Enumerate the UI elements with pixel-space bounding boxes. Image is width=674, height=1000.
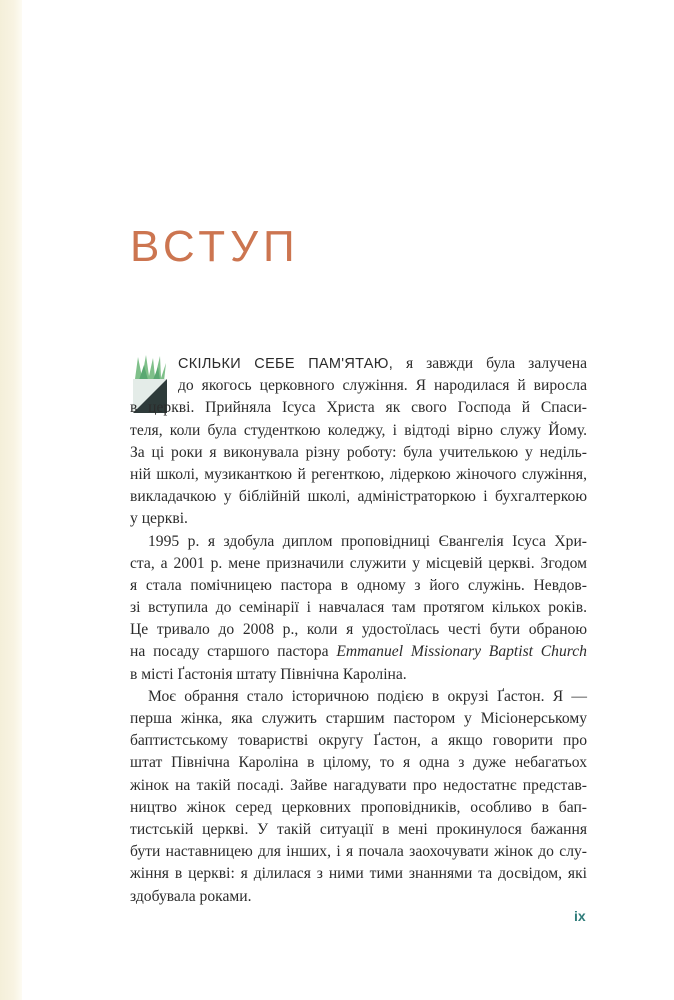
para2-line-7: в місті Ґастонія штату Північна Кароліна. <box>130 665 407 683</box>
para3-line-6: ництво жінок серед церковних проповідників, особливо в бап- <box>130 798 587 816</box>
para2-line-2: ста, а 2001 р. мене призначили служити у місцевій церкві. Згодом <box>130 554 587 572</box>
page-edge-strip <box>0 0 22 1000</box>
chapter-title: ВСТУП <box>130 222 300 271</box>
para2-line-5: Це тривало до 2008 р., коли я удостоїлась честі бути обраною <box>130 621 587 639</box>
para3-line-1: Моє обрання стало історичною подією в окрузі Ґастон. Я — <box>148 687 587 705</box>
body-text <box>130 353 587 908</box>
para1-line-7: викладачкою у біблійній школі, адміністраторкою і бухгалтеркою <box>130 488 587 506</box>
para3-line-5: жінок на такій посаді. Зайве нагадувати про недостатнє представ- <box>130 776 587 794</box>
para3-line-4: штат Північна Кароліна в цілому, то я одна з дуже небагатьох <box>130 754 587 772</box>
para1-line-3: в церкві. Прийняла Ісуса Христа як свого Господа й Спаси- <box>130 399 587 417</box>
para1-line-8: у церкві. <box>130 510 188 528</box>
para2-line-3: я стала помічницею пастора в одному з його служінь. Невдов- <box>130 576 587 594</box>
para1-text: я завжди була залучена <box>393 355 587 372</box>
para2-line-4: зі вступила до семінарії і навчалася там протягом кількох років. <box>130 599 587 617</box>
page-number: ix <box>574 908 586 924</box>
para3-line-7: тистській церкві. У такій ситуації в мені прокинулося бажання <box>130 820 587 838</box>
para1-line-1 <box>130 353 587 375</box>
para1-line-6: ній школі, музиканткою й регенткою, лідеркою жіночого служіння, <box>130 465 587 483</box>
para2-line-6-text: на посаду старшого пастора <box>130 643 337 661</box>
para2-line-6 <box>130 641 587 663</box>
para1-line-2: до якогось церковного служіння. Я народилася й виросла <box>178 377 587 395</box>
para1-line-4: теля, коли була студенткою коледжу, і відтоді вірно служу Йому. <box>130 421 587 439</box>
para3-line-3: баптистському товаристві округу Ґастон, а якщо говорити про <box>130 732 587 750</box>
para2-line-1: 1995 р. я здобула диплом проповідниці Євангелія Ісуса Хри- <box>148 532 587 550</box>
para3-line-8: бути наставницею для інших, і я почала заохочувати жінок до слу- <box>130 843 587 861</box>
para1-line-5: За ці роки я виконувала різну роботу: була учителькою у неділь- <box>130 443 587 461</box>
para3-line-2: перша жінка, яка служить старшим пастором у Місіонерському <box>130 710 587 727</box>
para3-line-9: жіння в церкві: я ділилася з ними тими знаннями та досвідом, які <box>130 865 587 883</box>
para3-line-10: здобувала роками. <box>130 887 252 905</box>
church-name: Emmanuel Missionary Baptist Church <box>336 643 587 661</box>
para1-lead: СКІЛЬКИ СЕБЕ ПАМ'ЯТАЮ, <box>178 356 394 372</box>
